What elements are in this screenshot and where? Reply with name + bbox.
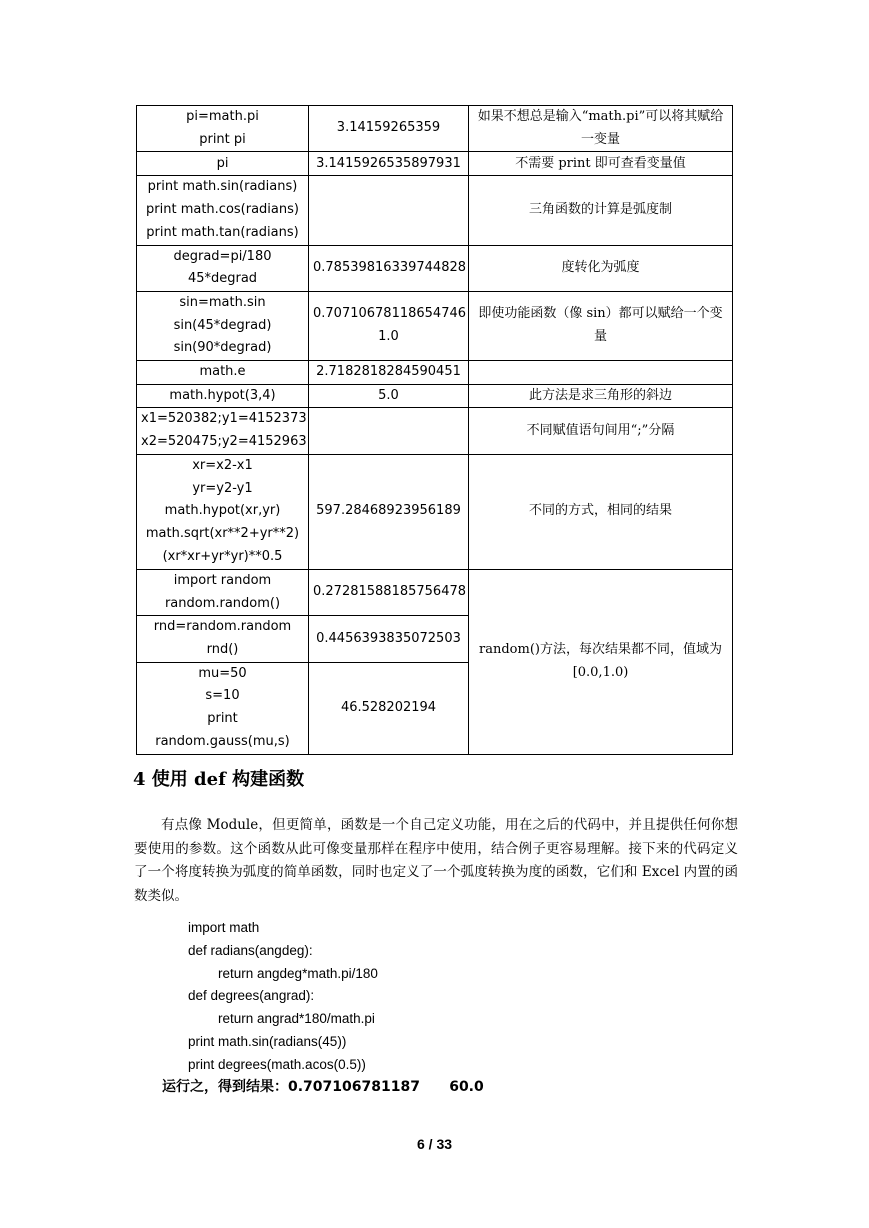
table-row [137, 454, 733, 569]
code-cell: degrad=pi/180 45*degrad [137, 245, 309, 291]
code-cell: pi [137, 152, 309, 176]
result-line: 运行之，得到结果：0.707106781187 60.0 [162, 1079, 484, 1095]
table-row [137, 384, 733, 408]
code-line: return angdeg*math.pi/180 [218, 965, 378, 981]
code-cell: print math.sin(radians) print math.cos(radians) print math.tan(radians) [137, 176, 309, 245]
code-cell: rnd=random.random rnd() [137, 616, 309, 662]
code-cell: pi=math.pi print pi [137, 106, 309, 152]
section-heading: 4 使用 def 构建函数 [133, 769, 305, 790]
page-number: 6 / 33 [416, 1136, 453, 1152]
result-cell: 46.528202194 [309, 662, 469, 754]
code-cell: mu=50 s=10 print random.gauss(mu,s) [137, 662, 309, 754]
code-line: import math [188, 920, 260, 935]
note-cell: 不需要 print 即可查看变量值 [469, 152, 733, 176]
section-paragraph: 有点像 Module，但更简单，函数是一个自己定义功能，用在之后的代码中，并且提供任何你想要使用的参数。这个函数从此可像变量那样在程序中使用，结合例子更容易理解。接下来的代码定义了一个将度转换为弧度的简单函数，同时也定义了一个弧度转换为度的函数，它们和 Excel 内置的函数类似。 [134, 817, 738, 904]
code-block [188, 917, 378, 1077]
table-row [137, 408, 733, 454]
result-cell [309, 408, 469, 454]
result-cell: 3.1415926535897931 [309, 152, 469, 176]
code-line: return angrad*180/math.pi [218, 1011, 375, 1027]
note-cell: 度转化为弧度 [469, 245, 733, 291]
python-examples-table [136, 105, 733, 755]
code-cell: import random random.random() [137, 569, 309, 615]
table-row [137, 569, 733, 615]
code-cell: x1=520382;y1=4152373 x2=520475;y2=4152963 [137, 408, 309, 454]
result-cell: 597.28468923956189 [309, 454, 469, 569]
code-cell: xr=x2-x1 yr=y2-y1 math.hypot(xr,yr) math.sqrt(xr**2+yr**2) (xr*xr+yr*yr)**0.5 [137, 454, 309, 569]
result-cell: 3.14159265359 [309, 106, 469, 152]
result-cell: 0.78539816339744828 [309, 245, 469, 291]
code-line: def radians(angdeg): [188, 942, 313, 958]
result-cell: 0.4456393835072503 [309, 616, 469, 662]
note-cell: 即使功能函数（像 sin）都可以赋给一个变量 [469, 291, 733, 360]
note-cell [469, 361, 733, 385]
note-cell: 不同的方式，相同的结果 [469, 454, 733, 569]
code-line: def degrees(angrad): [188, 988, 315, 1004]
table-row [137, 361, 733, 385]
note-cell: 此方法是求三角形的斜边 [469, 384, 733, 408]
result-cell: 5.0 [309, 384, 469, 408]
result-cell [309, 176, 469, 245]
code-cell: sin=math.sin sin(45*degrad) sin(90*degrad) [137, 291, 309, 360]
table-row [137, 152, 733, 176]
code-cell: math.hypot(3,4) [137, 384, 309, 408]
note-cell: random()方法，每次结果都不同，值域为[0.0,1.0) [469, 569, 733, 754]
table-row [137, 291, 733, 360]
code-line: print math.sin(radians(45)) [188, 1033, 347, 1049]
note-cell: 三角函数的计算是弧度制 [469, 176, 733, 245]
result-cell: 2.7182818284590451 [309, 361, 469, 385]
result-cell: 0.70710678118654746 1.0 [309, 291, 469, 360]
note-cell: 如果不想总是输入“math.pi”可以将其赋给一变量 [469, 106, 733, 152]
table-row [137, 245, 733, 291]
result-cell: 0.27281588185756478 [309, 569, 469, 615]
code-line: print degrees(math.acos(0.5)) [188, 1056, 366, 1072]
table-row [137, 176, 733, 245]
table-row [137, 106, 733, 152]
code-cell: math.e [137, 361, 309, 385]
note-cell: 不同赋值语句间用“;”分隔 [469, 408, 733, 454]
